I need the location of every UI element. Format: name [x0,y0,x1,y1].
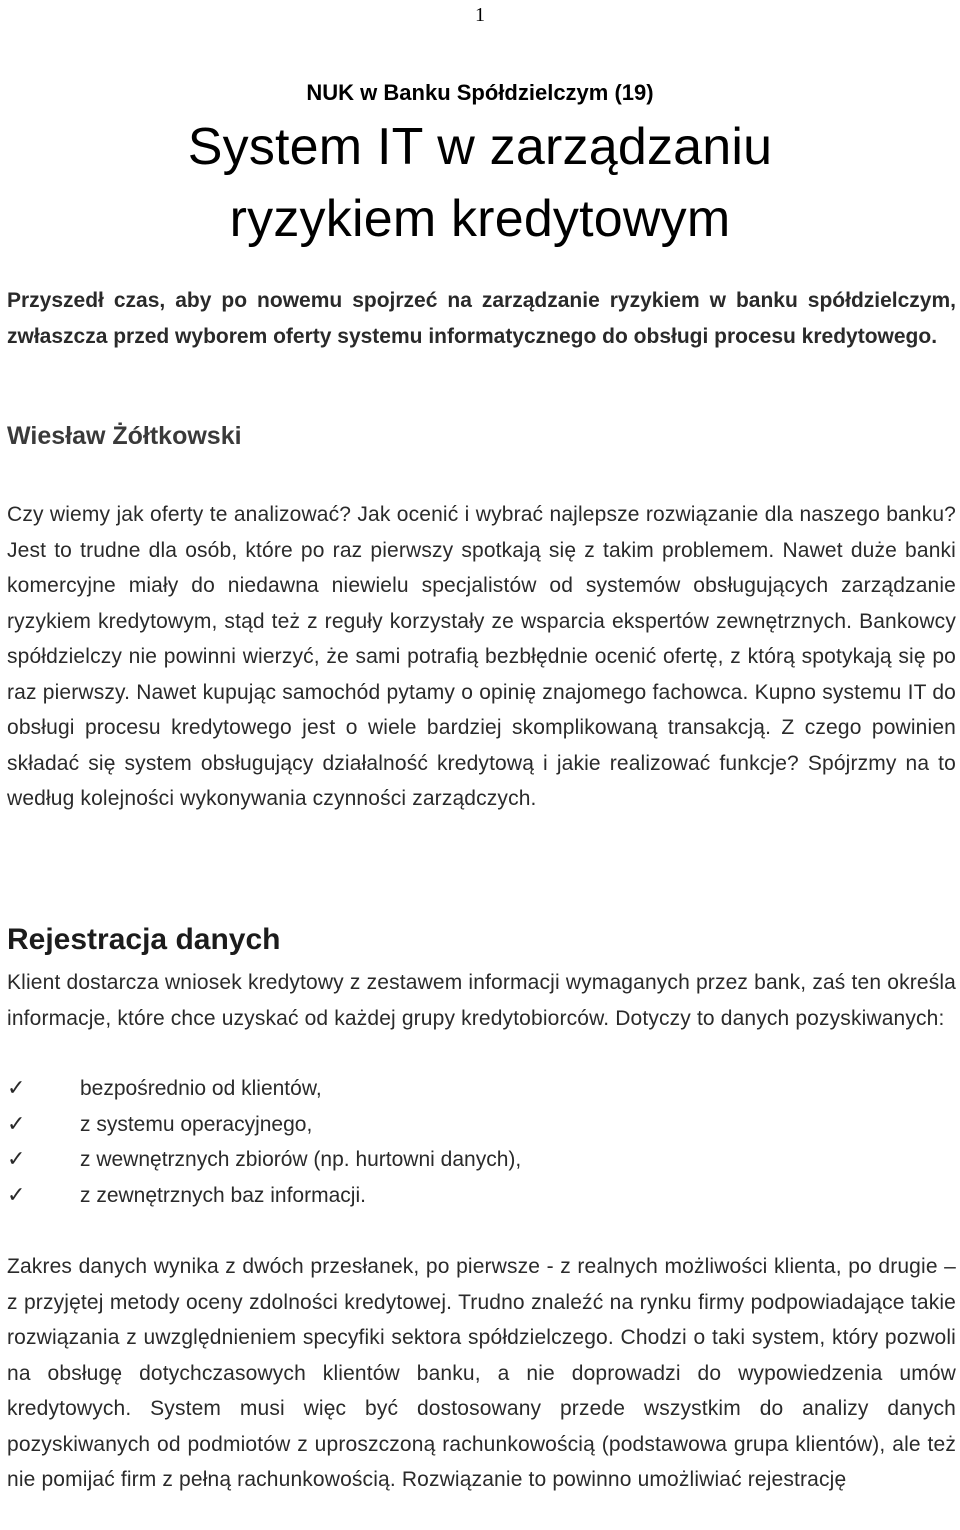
checkmark-icon: ✓ [7,1147,26,1172]
title-line-2: ryzykiem kredytowym [229,190,731,248]
list-item-text: bezpośrednio od klientów, [80,1077,322,1100]
list-item-text: z wewnętrznych zbiorów (np. hurtowni danych), [80,1148,522,1171]
list-item [7,1178,947,1214]
checkmark-icon: ✓ [7,1182,26,1208]
list-item [7,1071,947,1107]
checkmark-icon: ✓ [7,1076,26,1101]
series-kicker: NUK w Banku Spółdzielczym (19) [306,80,654,105]
article-lead: Przyszedł czas, aby po nowemu spojrzeć na zarządzanie ryzykiem w banku spółdzielczym, zwłaszcza przed wyborem oferty systemu informatycznego do obsługi procesu kredytowego. [7,289,956,348]
checkmark-icon: ✓ [7,1111,26,1137]
intro-paragraph: Czy wiemy jak oferty te analizować? Jak ocenić i wybrać najlepsze rozwiązanie dla naszego banku? Jest to trudne dla osób, które po raz pierwszy spotkają się z takim problemem. Nawet duże banki komercyjne miały do niedawna niewielu specjalistów od systemów obsługujących zarządzanie ryzykiem kredytowym, stąd też z reguły korzystały ze wsparcia ekspertów zewnętrznych. Bankowcy spółdzielczy nie powinni wierzyć, że sami potrafią bezbłędnie ocenić ofertę, z którą spotykają się po raz pierwszy. Nawet kupując samochód pytamy o opinię znajomego fachowca. Kupno systemu IT do obsługi procesu kredytowego jest o wiele bardziej skomplikowaną transakcją. Z czego powinien składać się system obsługujący działalność kredytową i jakie realizować funkcje? Spójrzmy na to według kolejności wykonywania czynności zarządczych. [7,503,956,810]
list-item-text: z systemu operacyjnego, [80,1112,313,1136]
data-sources-list [7,1071,947,1213]
section-paragraph-1: Klient dostarcza wniosek kredytowy z zestawem informacji wymaganych przez bank, zaś ten określa informacje, które chce uzyskać od każdej grupy kredytobiorców. Dotyczy to danych pozyskiwanych: [7,971,956,1030]
list-item [7,1107,947,1143]
page-number: 1 [475,4,485,26]
title-line-1: System IT w zarządzaniu [187,118,773,176]
section-heading: Rejestracja danych [7,923,281,956]
section-paragraph-2: Zakres danych wynika z dwóch przesłanek, po pierwsze - z realnych możliwości klienta, po drugie – z przyjętej metody oceny zdolności kredytowej. Trudno znaleźć na rynku firmy podpowiadające takie rozwiązania z uwzględnieniem specyfiki sektora spółdzielczego. Chodzi o taki system, który pozwoli na obsługę dotychczasowych klientów banku, a nie doprowadzi do wypowiedzenia umów kredytowych. System musi więc być dostosowany przede wszystkim do analizy danych pozyskiwanych od podmiotów z uproszczoną rachunkowością (podstawowa grupa klientów), ale też nie pomijać firm z pełną rachunkowością. Rozwiązanie to powinno umożliwiać rejestrację [7,1255,956,1491]
article-title [0,111,960,255]
list-item-text: z zewnętrznych baz informacji. [80,1183,366,1207]
list-item [7,1142,947,1178]
author-name: Wiesław Żółtkowski [7,422,242,450]
